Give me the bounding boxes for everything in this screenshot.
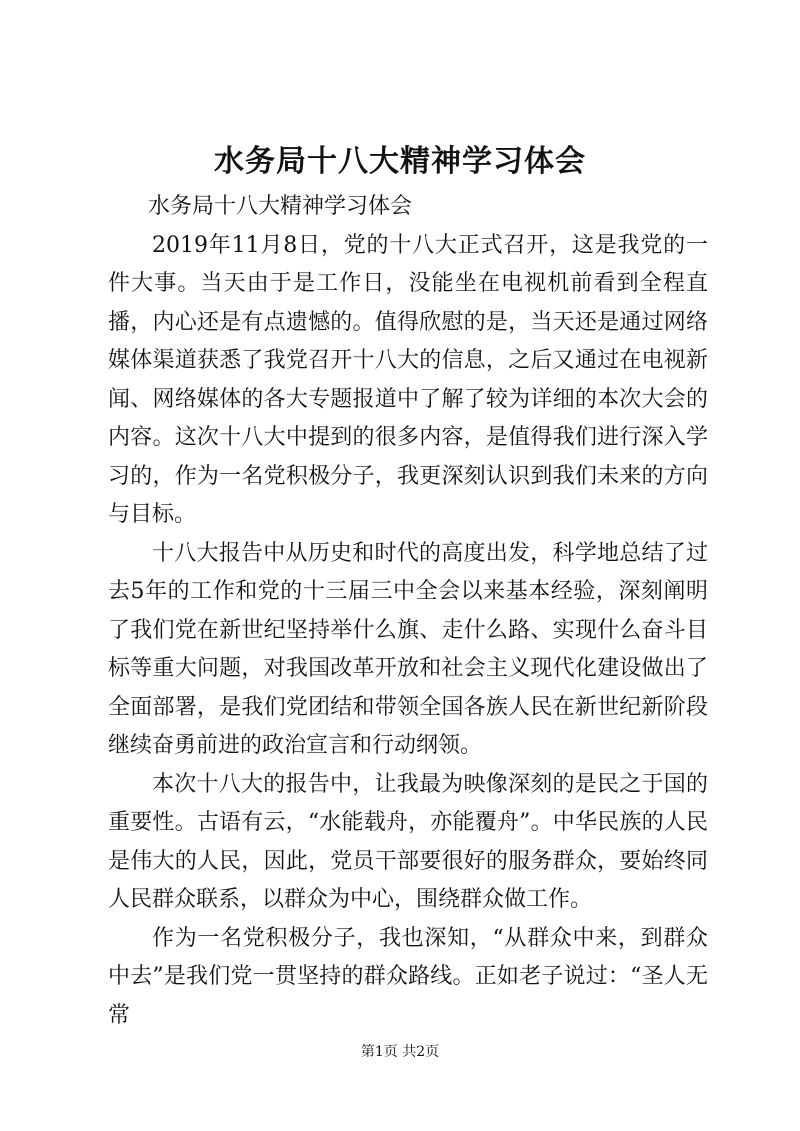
subtitle-paragraph: 水务局十八大精神学习体会 [148, 194, 413, 219]
document-body [108, 188, 708, 1035]
page-title: 水务局十八大精神学习体会 [214, 144, 586, 179]
body-paragraph-1: 2019年11月8日，党的十八大正式召开，这是我党的一件大事。当天由于是工作日，没能坐在电视机前看到全程直播，内心还是有点遗憾的。值得欣慰的是，当天还是通过网络媒体渠道获悉了我党召开十八大的信息，之后又通过在电视新闻、网络媒体的各大专题报道中了解了较为详细的本次大会的内容。这次十八大中提到的很多内容，是值得我们进行深入学习的，作为一名党积极分子，我更深刻认识到我们未来的方向与目标。 [108, 232, 708, 527]
page-footer: 第1页 共2页 [360, 1044, 440, 1060]
body-paragraph-4: 作为一名党积极分子，我也深知，“从群众中来，到群众中去”是我们党一贯坚持的群众路线。正如老子说过：“圣人无常 [108, 925, 708, 1028]
body-paragraph-3: 本次十八大的报告中，让我最为映像深刻的是民之于国的重要性。古语有云，“水能载舟，亦能覆舟”。中华民族的人民是伟大的人民，因此，党员干部要很好的服务群众，要始终同人民群众联系，以群众为中心，围绕群众做工作。 [108, 771, 708, 912]
body-paragraph-2: 十八大报告中从历史和时代的高度出发，科学地总结了过去5年的工作和党的十三届三中全会以来基本经验，深刻阐明了我们党在新世纪坚持举什么旗、走什么路、实现什么奋斗目标等重大问题，对我国改革开放和社会主义现代化建设做出了全面部署，是我们党团结和带领全国各族人民在新世纪新阶段继续奋勇前进的政治宣言和行动纲领。 [108, 540, 708, 758]
